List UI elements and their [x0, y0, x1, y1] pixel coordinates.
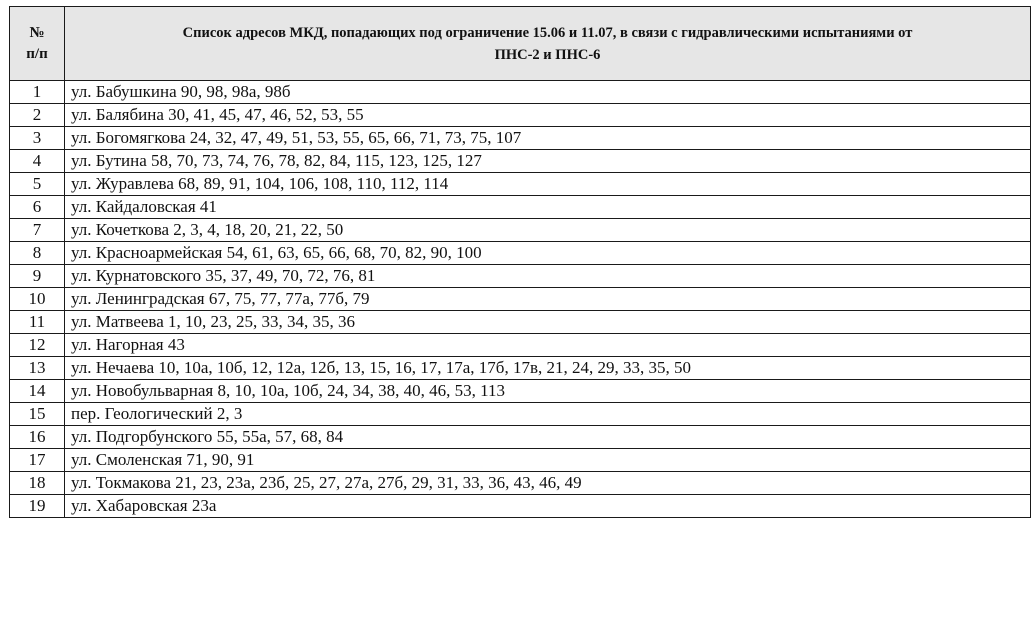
row-address: ул. Красноармейская 54, 61, 63, 65, 66, 68, 70, 82, 90, 100	[65, 242, 1031, 265]
row-address: ул. Подгорбунского 55, 55а, 57, 68, 84	[65, 426, 1031, 449]
table-row	[10, 472, 1031, 495]
row-address: ул. Курнатовского 35, 37, 49, 70, 72, 76, 81	[65, 265, 1031, 288]
row-number: 7	[10, 219, 65, 242]
row-number: 12	[10, 334, 65, 357]
table-row	[10, 150, 1031, 173]
table-row	[10, 495, 1031, 518]
table-row	[10, 242, 1031, 265]
address-table-container	[9, 6, 1030, 518]
row-address: ул. Бабушкина 90, 98, 98а, 98б	[65, 81, 1031, 104]
table-row	[10, 288, 1031, 311]
row-address: ул. Токмакова 21, 23, 23а, 23б, 25, 27, 27а, 27б, 29, 31, 33, 36, 43, 46, 49	[65, 472, 1031, 495]
table-row	[10, 104, 1031, 127]
row-number: 18	[10, 472, 65, 495]
address-column-header	[65, 7, 1031, 81]
row-address: ул. Матвеева 1, 10, 23, 25, 33, 34, 35, 36	[65, 311, 1031, 334]
row-number: 5	[10, 173, 65, 196]
row-address: ул. Хабаровская 23а	[65, 495, 1031, 518]
table-row	[10, 426, 1031, 449]
row-address: ул. Кайдаловская 41	[65, 196, 1031, 219]
number-column-header	[10, 7, 65, 81]
row-number: 2	[10, 104, 65, 127]
row-number: 1	[10, 81, 65, 104]
table-row	[10, 196, 1031, 219]
row-number: 13	[10, 357, 65, 380]
row-address: ул. Нечаева 10, 10а, 10б, 12, 12а, 12б, 13, 15, 16, 17, 17а, 17б, 17в, 21, 24, 29, 33, 35, 50	[65, 357, 1031, 380]
row-number: 9	[10, 265, 65, 288]
table-row	[10, 334, 1031, 357]
table-header-row	[10, 7, 1031, 81]
table-row	[10, 403, 1031, 426]
row-number: 14	[10, 380, 65, 403]
row-number: 11	[10, 311, 65, 334]
table-row	[10, 173, 1031, 196]
row-address: ул. Смоленская 71, 90, 91	[65, 449, 1031, 472]
table-body	[10, 81, 1031, 518]
row-address: ул. Богомягкова 24, 32, 47, 49, 51, 53, 55, 65, 66, 71, 73, 75, 107	[65, 127, 1031, 150]
address-header-line-2: ПНС-2 и ПНС-6	[494, 46, 601, 63]
table-row	[10, 81, 1031, 104]
table-row	[10, 311, 1031, 334]
row-number: 17	[10, 449, 65, 472]
table-row	[10, 127, 1031, 150]
row-address: ул. Кочеткова 2, 3, 4, 18, 20, 21, 22, 50	[65, 219, 1031, 242]
row-number: 16	[10, 426, 65, 449]
row-address: ул. Балябина 30, 41, 45, 47, 46, 52, 53, 55	[65, 104, 1031, 127]
row-number: 19	[10, 495, 65, 518]
table-row	[10, 265, 1031, 288]
row-number: 8	[10, 242, 65, 265]
address-table	[9, 6, 1031, 518]
row-number: 4	[10, 150, 65, 173]
row-address: пер. Геологический 2, 3	[65, 403, 1031, 426]
address-header-line-1: Список адресов МКД, попадающих под ограничение 15.06 и 11.07, в связи с гидравлическими испытаниями от	[182, 24, 913, 41]
row-address: ул. Нагорная 43	[65, 334, 1031, 357]
row-address: ул. Ленинградская 67, 75, 77, 77а, 77б, 79	[65, 288, 1031, 311]
row-number: 3	[10, 127, 65, 150]
table-row	[10, 449, 1031, 472]
row-number: 15	[10, 403, 65, 426]
table-row	[10, 380, 1031, 403]
number-header-symbol: №	[29, 24, 45, 41]
row-number: 6	[10, 196, 65, 219]
row-address: ул. Новобульварная 8, 10, 10а, 10б, 24, 34, 38, 40, 46, 53, 113	[65, 380, 1031, 403]
table-row	[10, 219, 1031, 242]
row-number: 10	[10, 288, 65, 311]
number-header-abbr: п/п	[26, 45, 48, 62]
row-address: ул. Бутина 58, 70, 73, 74, 76, 78, 82, 84, 115, 123, 125, 127	[65, 150, 1031, 173]
row-address: ул. Журавлева 68, 89, 91, 104, 106, 108, 110, 112, 114	[65, 173, 1031, 196]
table-row	[10, 357, 1031, 380]
